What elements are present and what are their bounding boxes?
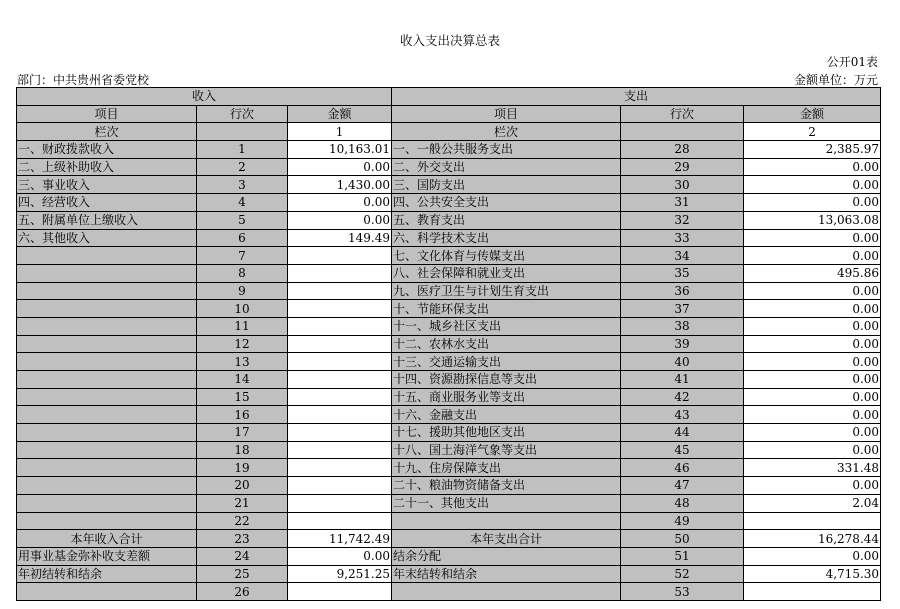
expense-summary-item: 本年支出合计 (392, 530, 621, 548)
expense-item: 八、社会保障和就业支出 (392, 264, 621, 282)
expense-amount: 0.00 (744, 158, 881, 176)
income-amount (288, 459, 392, 477)
expense-item: 十四、资源勘探信息等支出 (392, 371, 621, 389)
table-row (17, 300, 881, 318)
income-lanci-label: 栏次 (17, 123, 197, 141)
income-item (17, 300, 197, 318)
income-summary-row-no: 23 (197, 530, 288, 548)
expense-item (392, 512, 621, 530)
expense-summary-amount: 4,715.30 (744, 565, 881, 583)
table-row (17, 371, 881, 389)
expense-row-no: 37 (621, 300, 744, 318)
expense-item: 十九、住房保障支出 (392, 459, 621, 477)
expense-row-no: 42 (621, 388, 744, 406)
income-amount (288, 424, 392, 442)
income-lanci-blank (197, 123, 288, 141)
table-row (17, 176, 881, 194)
expense-item: 二十一、其他支出 (392, 494, 621, 512)
summary-row (17, 530, 881, 548)
income-row-no: 14 (197, 371, 288, 389)
expense-amount: 0.00 (744, 317, 881, 335)
income-amount (288, 317, 392, 335)
expense-amount: 495.86 (744, 264, 881, 282)
expense-item: 十五、商业服务业等支出 (392, 388, 621, 406)
expense-amount: 0.00 (744, 406, 881, 424)
income-item (17, 406, 197, 424)
income-row-no: 8 (197, 264, 288, 282)
expense-group-header: 支出 (392, 88, 881, 106)
table-row (17, 264, 881, 282)
income-item (17, 459, 197, 477)
income-amount: 0.00 (288, 211, 392, 229)
income-amount (288, 406, 392, 424)
expense-row-no: 40 (621, 353, 744, 371)
expense-item-header: 项目 (392, 105, 621, 123)
expense-amount: 0.00 (744, 282, 881, 300)
expense-row-no: 41 (621, 371, 744, 389)
income-item (17, 371, 197, 389)
income-amount-header: 金额 (288, 105, 392, 123)
income-row-no: 10 (197, 300, 288, 318)
report-title: 收入支出决算总表 (399, 33, 500, 48)
expense-summary-amount: 0.00 (744, 547, 881, 565)
expense-summary-amount (744, 583, 881, 601)
income-item (17, 388, 197, 406)
income-summary-row-no: 26 (197, 583, 288, 601)
expense-row-no: 28 (621, 141, 744, 159)
expense-item: 十二、农林水支出 (392, 335, 621, 353)
table-row (17, 441, 881, 459)
income-amount: 0.00 (288, 194, 392, 212)
expense-summary-item (392, 583, 621, 601)
income-item: 二、上级补助收入 (17, 158, 197, 176)
income-amount (288, 247, 392, 265)
income-row-no: 1 (197, 141, 288, 159)
expense-item: 十一、城乡社区支出 (392, 317, 621, 335)
expense-item: 九、医疗卫生与计划生育支出 (392, 282, 621, 300)
income-row-no: 20 (197, 477, 288, 495)
expense-amount: 0.00 (744, 194, 881, 212)
table-row (17, 194, 881, 212)
income-amount: 1,430.00 (288, 176, 392, 194)
income-item: 六、其他收入 (17, 229, 197, 247)
expense-summary-row-no: 50 (621, 530, 744, 548)
expense-amount: 0.00 (744, 176, 881, 194)
expense-row-no: 35 (621, 264, 744, 282)
income-row-no: 17 (197, 424, 288, 442)
income-item (17, 353, 197, 371)
summary-row (17, 583, 881, 601)
expense-amount: 0.00 (744, 371, 881, 389)
income-row-no: 12 (197, 335, 288, 353)
table-row (17, 388, 881, 406)
table-row (17, 512, 881, 530)
income-item (17, 494, 197, 512)
table-row (17, 335, 881, 353)
income-amount (288, 300, 392, 318)
income-row-no: 19 (197, 459, 288, 477)
table-row (17, 424, 881, 442)
income-item (17, 512, 197, 530)
income-row-no: 5 (197, 211, 288, 229)
income-summary-row-no: 24 (197, 547, 288, 565)
income-amount (288, 335, 392, 353)
table-row (17, 459, 881, 477)
expense-row-no: 34 (621, 247, 744, 265)
expense-row-no: 30 (621, 176, 744, 194)
income-summary-item: 本年收入合计 (17, 530, 197, 548)
expense-item: 一、一般公共服务支出 (392, 141, 621, 159)
income-item: 四、经营收入 (17, 194, 197, 212)
form-number: 公开01表 (826, 55, 878, 69)
income-row-no: 7 (197, 247, 288, 265)
income-row-no: 9 (197, 282, 288, 300)
group-header-row (17, 88, 881, 106)
income-amount: 10,163.01 (288, 141, 392, 159)
expense-row-no: 43 (621, 406, 744, 424)
income-row-no: 2 (197, 158, 288, 176)
expense-amount: 0.00 (744, 229, 881, 247)
expense-row-no: 29 (621, 158, 744, 176)
income-row-no-header: 行次 (197, 105, 288, 123)
income-row-no: 4 (197, 194, 288, 212)
income-summary-row-no: 25 (197, 565, 288, 583)
table-row (17, 477, 881, 495)
income-amount (288, 512, 392, 530)
expense-item: 十七、援助其他地区支出 (392, 424, 621, 442)
table-row (17, 211, 881, 229)
income-amount (288, 477, 392, 495)
summary-row (17, 547, 881, 565)
income-row-no: 16 (197, 406, 288, 424)
table-row (17, 158, 881, 176)
expense-row-no: 31 (621, 194, 744, 212)
table-row (17, 229, 881, 247)
table-row (17, 282, 881, 300)
expense-amount: 2.04 (744, 494, 881, 512)
expense-item: 四、公共安全支出 (392, 194, 621, 212)
department-label: 部门：中共贵州省委党校 (17, 73, 150, 87)
expense-summary-amount: 16,278.44 (744, 530, 881, 548)
column-header-row (17, 105, 881, 123)
table-row (17, 247, 881, 265)
income-item (17, 441, 197, 459)
income-amount (288, 371, 392, 389)
summary-row (17, 565, 881, 583)
expense-amount: 0.00 (744, 388, 881, 406)
expense-col-no: 2 (744, 123, 881, 141)
table-row (17, 494, 881, 512)
expense-item: 十八、国土海洋气象等支出 (392, 441, 621, 459)
income-item (17, 335, 197, 353)
income-amount (288, 353, 392, 371)
expense-item: 七、文化体育与传媒支出 (392, 247, 621, 265)
expense-row-no: 47 (621, 477, 744, 495)
expense-amount: 0.00 (744, 441, 881, 459)
expense-lanci-label: 栏次 (392, 123, 621, 141)
expense-item: 二十、粮油物资储备支出 (392, 477, 621, 495)
income-item (17, 317, 197, 335)
expense-amount: 0.00 (744, 477, 881, 495)
expense-amount: 331.48 (744, 459, 881, 477)
expense-row-no-header: 行次 (621, 105, 744, 123)
income-row-no: 15 (197, 388, 288, 406)
expense-amount: 0.00 (744, 300, 881, 318)
expense-amount-header: 金额 (744, 105, 881, 123)
expense-amount: 13,063.08 (744, 211, 881, 229)
expense-row-no: 45 (621, 441, 744, 459)
expense-item: 十、节能环保支出 (392, 300, 621, 318)
income-amount (288, 282, 392, 300)
income-amount (288, 388, 392, 406)
income-amount (288, 494, 392, 512)
expense-row-no: 38 (621, 317, 744, 335)
expense-row-no: 36 (621, 282, 744, 300)
column-index-row (17, 123, 881, 141)
income-summary-amount (288, 583, 392, 601)
income-row-no: 13 (197, 353, 288, 371)
income-item: 五、附属单位上缴收入 (17, 211, 197, 229)
expense-row-no: 32 (621, 211, 744, 229)
income-item: 一、财政拨款收入 (17, 141, 197, 159)
income-summary-amount: 9,251.25 (288, 565, 392, 583)
expense-item: 三、国防支出 (392, 176, 621, 194)
income-amount: 0.00 (288, 158, 392, 176)
income-item (17, 282, 197, 300)
expense-item: 二、外交支出 (392, 158, 621, 176)
expense-summary-row-no: 53 (621, 583, 744, 601)
income-col-no: 1 (288, 123, 392, 141)
expense-summary-row-no: 52 (621, 565, 744, 583)
income-item (17, 264, 197, 282)
expense-amount: 0.00 (744, 247, 881, 265)
expense-row-no: 39 (621, 335, 744, 353)
table-row (17, 141, 881, 159)
expense-row-no: 44 (621, 424, 744, 442)
expense-item: 五、教育支出 (392, 211, 621, 229)
income-item (17, 247, 197, 265)
table-row (17, 317, 881, 335)
income-row-no: 11 (197, 317, 288, 335)
expense-amount: 0.00 (744, 353, 881, 371)
income-amount (288, 441, 392, 459)
expense-row-no: 46 (621, 459, 744, 477)
income-summary-amount: 0.00 (288, 547, 392, 565)
table-row (17, 353, 881, 371)
expense-amount (744, 512, 881, 530)
expense-row-no: 48 (621, 494, 744, 512)
expense-row-no: 33 (621, 229, 744, 247)
expense-summary-row-no: 51 (621, 547, 744, 565)
income-summary-item (17, 583, 197, 601)
income-summary-item: 年初结转和结余 (17, 565, 197, 583)
expense-amount: 0.00 (744, 335, 881, 353)
expense-summary-item: 结余分配 (392, 547, 621, 565)
income-group-header: 收入 (17, 88, 392, 106)
income-item (17, 424, 197, 442)
expense-lanci-blank (621, 123, 744, 141)
income-item-header: 项目 (17, 105, 197, 123)
table-row (17, 406, 881, 424)
expense-item: 十六、金融支出 (392, 406, 621, 424)
income-row-no: 3 (197, 176, 288, 194)
income-amount (288, 264, 392, 282)
income-row-no: 22 (197, 512, 288, 530)
income-summary-amount: 11,742.49 (288, 530, 392, 548)
income-row-no: 6 (197, 229, 288, 247)
expense-row-no: 49 (621, 512, 744, 530)
expense-amount: 2,385.97 (744, 141, 881, 159)
expense-item: 十三、交通运输支出 (392, 353, 621, 371)
income-expense-table (16, 87, 881, 601)
income-row-no: 21 (197, 494, 288, 512)
income-summary-item: 用事业基金弥补收支差额 (17, 547, 197, 565)
income-item: 三、事业收入 (17, 176, 197, 194)
expense-item: 六、科学技术支出 (392, 229, 621, 247)
expense-amount: 0.00 (744, 424, 881, 442)
expense-summary-item: 年末结转和结余 (392, 565, 621, 583)
income-amount: 149.49 (288, 229, 392, 247)
income-item (17, 477, 197, 495)
income-row-no: 18 (197, 441, 288, 459)
amount-unit-label: 金额单位：万元 (793, 73, 878, 87)
